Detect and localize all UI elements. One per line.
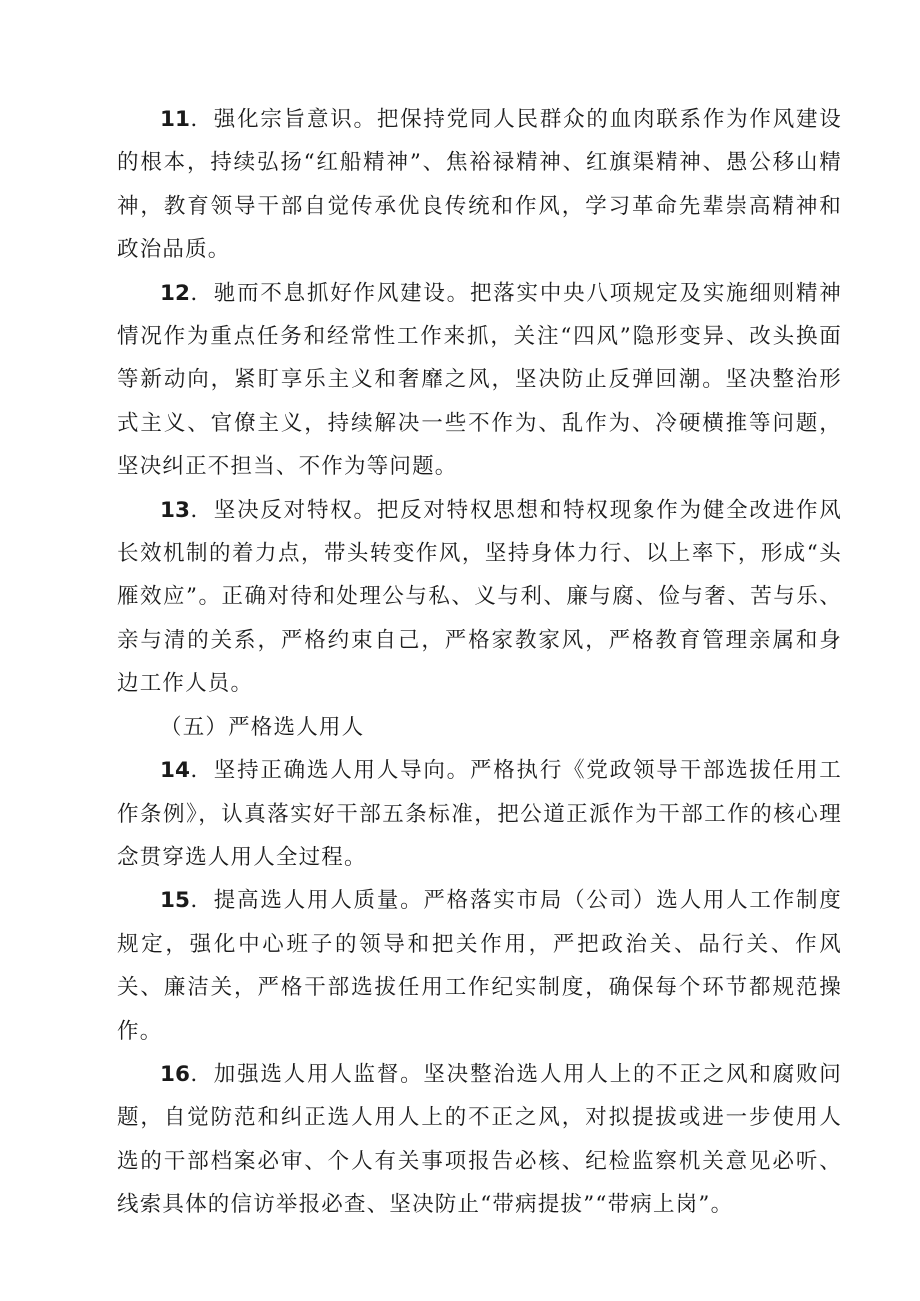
paragraph-16 [117, 1053, 842, 1227]
paragraph-number: 12 [160, 280, 190, 306]
paragraph-text: ．坚决反对特权。把反对特权思想和特权现象作为健全改进作风长效机制的着力点，带头转变作风，坚持身体力行、以上率下，形成“头雁效应”。正确对待和处理公与私、义与利、廉与腐、俭与奢、苦与乐、亲与清的关系，严格约束自己，严格家教家风，严格教育管理亲属和身边工作人员。 [117, 497, 842, 697]
paragraph-13 [117, 489, 842, 706]
paragraph-text: ．驰而不息抓好作风建设。把落实中央八项规定及实施细则精神情况作为重点任务和经常性工作来抓，关注“四风”隐形变异、改头换面等新动向，紧盯享乐主义和奢靡之风，坚决防止反弹回潮。坚决整治形式主义、官僚主义，持续解决一些不作为、乱作为、冷硬横推等问题，坚决纠正不担当、不作为等问题。 [117, 280, 842, 480]
section-heading: （五）严格选人用人 [160, 714, 365, 740]
paragraph-15 [117, 879, 842, 1053]
paragraph-text: ．坚持正确选人用人导向。严格执行《党政领导干部选拔任用工作条例》，认真落实好干部五条标准，把公道正派作为干部工作的核心理念贯穿选人用人全过程。 [117, 758, 842, 870]
paragraph-11 [117, 98, 842, 272]
paragraph-text: ．加强选人用人监督。坚决整治选人用人上的不正之风和腐败问题，自觉防范和纠正选人用人上的不正之风，对拟提拔或进一步使用人选的干部档案必审、个人有关事项报告必核、纪检监察机关意见必听、线索具体的信访举报必查、坚决防止“带病提拔”“带病上岗”。 [117, 1061, 842, 1218]
paragraph-14 [117, 749, 842, 879]
paragraph-number: 16 [160, 1061, 190, 1087]
paragraph-number: 11 [160, 107, 190, 132]
paragraph-text: ．提高选人用人质量。严格落实市局（公司）选人用人工作制度规定，强化中心班子的领导和把关作用，严把政治关、品行关、作风关、廉洁关，严格干部选拔任用工作纪实制度，确保每个环节都规范操作。 [117, 888, 842, 1044]
paragraph-number: 14 [160, 758, 190, 784]
paragraph-12 [117, 272, 842, 489]
document-body [117, 98, 842, 1227]
paragraph-number: 15 [160, 888, 190, 914]
paragraph-number: 13 [160, 497, 190, 523]
paragraph-text: ．强化宗旨意识。把保持党同人民群众的血肉联系作为作风建设的根本，持续弘扬“红船精神”、焦裕禄精神、红旗渠精神、愚公移山精神，教育领导干部自觉传承优良传统和作风，学习革命先辈崇高精神和政治品质。 [117, 107, 842, 263]
